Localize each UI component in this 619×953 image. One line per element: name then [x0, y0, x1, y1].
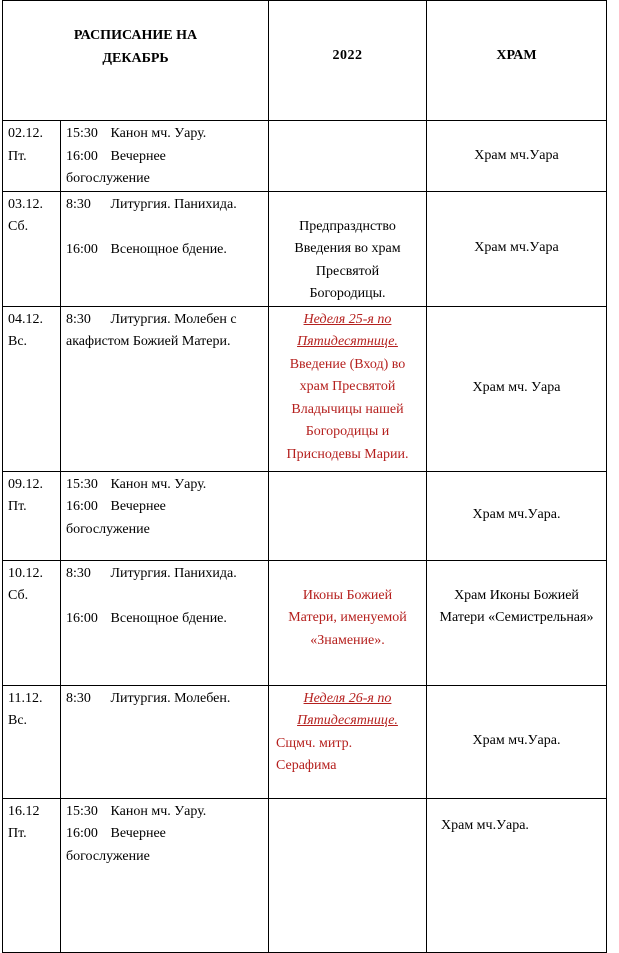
header-row	[3, 1, 607, 121]
service-time: 8:30	[66, 690, 91, 706]
service-entry	[66, 688, 268, 711]
service-name: Канон мч. Уару.	[110, 126, 207, 141]
feast-line: Введение (Вход) во	[289, 356, 406, 372]
title-line-1: РАСПИСАНИЕ НА	[73, 28, 198, 43]
feast-cell	[269, 121, 427, 192]
weekday: Пт.	[8, 826, 27, 841]
service-name: Всенощное бдение.	[110, 610, 227, 626]
service-entry	[66, 496, 268, 519]
date-cell	[3, 685, 61, 798]
schedule-row	[3, 798, 607, 952]
schedule-row	[3, 306, 607, 471]
service-entry	[66, 801, 268, 824]
weekday: Вс.	[8, 713, 28, 728]
feast-cell	[269, 306, 427, 471]
sunday-title: Неделя 25-я по	[303, 311, 392, 327]
feast-line: Сщмч. митр.	[276, 735, 353, 751]
date: 02.12.	[8, 126, 43, 141]
temple-cell: Храм мч.Уара.	[427, 685, 607, 798]
feast-line: Пресвятой	[315, 263, 380, 279]
service-name: Вечернее	[110, 826, 166, 841]
service-entry	[66, 239, 268, 262]
service-name: Вечернее	[110, 499, 166, 514]
date-cell	[3, 471, 61, 560]
feast-line: Матери, именуемой	[288, 610, 407, 625]
service-time: 16:00	[66, 241, 98, 257]
date: 09.12.	[8, 476, 43, 492]
date: 04.12.	[8, 311, 43, 327]
service-name-continued: богослужение	[66, 521, 150, 537]
date: 03.12.	[8, 196, 43, 212]
feast-line: Богородицы.	[309, 286, 386, 301]
date: 11.12.	[8, 690, 43, 706]
services-cell	[61, 798, 269, 952]
service-time: 16:00	[66, 610, 98, 626]
service-name: Всенощное бдение.	[110, 241, 227, 257]
schedule-table	[2, 0, 607, 953]
service-time: 15:30	[66, 803, 98, 819]
weekday: Сб.	[8, 588, 29, 603]
temple-cell: Храм мч.Уара.	[427, 798, 607, 952]
services-cell	[61, 121, 269, 192]
service-time: 16:00	[66, 499, 98, 514]
service-time: 16:00	[66, 826, 98, 841]
service-entry	[66, 123, 268, 146]
date-cell	[3, 306, 61, 471]
feast-cell	[269, 685, 427, 798]
date-cell	[3, 798, 61, 952]
sunday-title: Пятидесятнице.	[297, 334, 398, 349]
date: 10.12.	[8, 565, 43, 581]
service-name: Канон мч. Уару.	[110, 476, 207, 492]
service-name-continued: богослужение	[66, 171, 150, 186]
temple-cell: Храм мч. Уара	[427, 306, 607, 471]
service-entry	[66, 194, 268, 217]
feast-cell	[269, 560, 427, 685]
feast-line: Богородицы и	[305, 424, 390, 439]
service-time: 8:30	[66, 311, 91, 327]
title-line-2: ДЕКАБРЬ	[102, 50, 169, 66]
feast-cell	[269, 471, 427, 560]
feast-line: Иконы Божией	[302, 587, 393, 603]
temple-cell: Храм мч.Уара	[427, 121, 607, 192]
service-name-continued: богослужение	[66, 848, 150, 864]
service-entry	[66, 563, 268, 586]
schedule-row	[3, 560, 607, 685]
schedule-row	[3, 121, 607, 192]
service-name: Канон мч. Уару.	[110, 803, 207, 819]
service-entry	[66, 823, 268, 846]
service-name: Литургия. Панихида.	[110, 565, 237, 581]
feast-line: Приснодевы Марии.	[286, 446, 409, 462]
service-name: Вечернее	[110, 148, 166, 164]
service-time: 15:30	[66, 126, 98, 141]
schedule-row	[3, 685, 607, 798]
feast-line: Предпразднство	[299, 218, 396, 234]
service-name: Литургия. Молебен с	[110, 311, 237, 327]
service-name: Литургия. Молебен.	[110, 690, 231, 706]
feast-line: Серафима	[276, 758, 337, 773]
service-time: 15:30	[66, 476, 98, 492]
temple-header: ХРАМ	[427, 1, 607, 121]
weekday: Пт.	[8, 499, 27, 514]
feast-line: Введения во храм	[294, 241, 401, 256]
date-cell	[3, 121, 61, 192]
service-time: 16:00	[66, 148, 98, 164]
feast-line: храм Пресвятой	[299, 379, 396, 394]
services-cell	[61, 560, 269, 685]
schedule-row	[3, 191, 607, 306]
feast-cell	[269, 798, 427, 952]
temple-cell: Храм мч.Уара	[427, 191, 607, 306]
sunday-title: Пятидесятнице.	[297, 713, 398, 728]
year-header: 2022	[269, 1, 427, 121]
date-cell	[3, 560, 61, 685]
sunday-title: Неделя 26-я по	[303, 690, 392, 706]
feast-line: Владычицы нашей	[291, 401, 404, 417]
services-cell	[61, 191, 269, 306]
service-entry	[66, 474, 268, 497]
service-name-continued: акафистом Божией Матери.	[66, 334, 231, 349]
services-cell	[61, 306, 269, 471]
weekday: Вс.	[8, 334, 28, 349]
schedule-row	[3, 471, 607, 560]
services-cell	[61, 471, 269, 560]
temple-cell: Храм мч.Уара.	[427, 471, 607, 560]
service-name: Литургия. Панихида.	[110, 196, 237, 212]
temple-line: Храм Иконы Божией	[454, 587, 579, 603]
schedule-title	[3, 1, 269, 121]
temple-line: Матери «Семистрельная»	[439, 610, 594, 625]
service-entry	[66, 608, 268, 631]
date-cell	[3, 191, 61, 306]
date: 16.12	[8, 803, 40, 819]
service-time: 8:30	[66, 565, 91, 581]
feast-line: «Знамение».	[310, 632, 385, 648]
temple-cell	[427, 560, 607, 685]
feast-cell	[269, 191, 427, 306]
service-entry	[66, 309, 268, 332]
service-time: 8:30	[66, 196, 91, 212]
services-cell	[61, 685, 269, 798]
weekday: Сб.	[8, 219, 29, 234]
service-entry	[66, 146, 268, 169]
weekday: Пт.	[8, 148, 27, 164]
